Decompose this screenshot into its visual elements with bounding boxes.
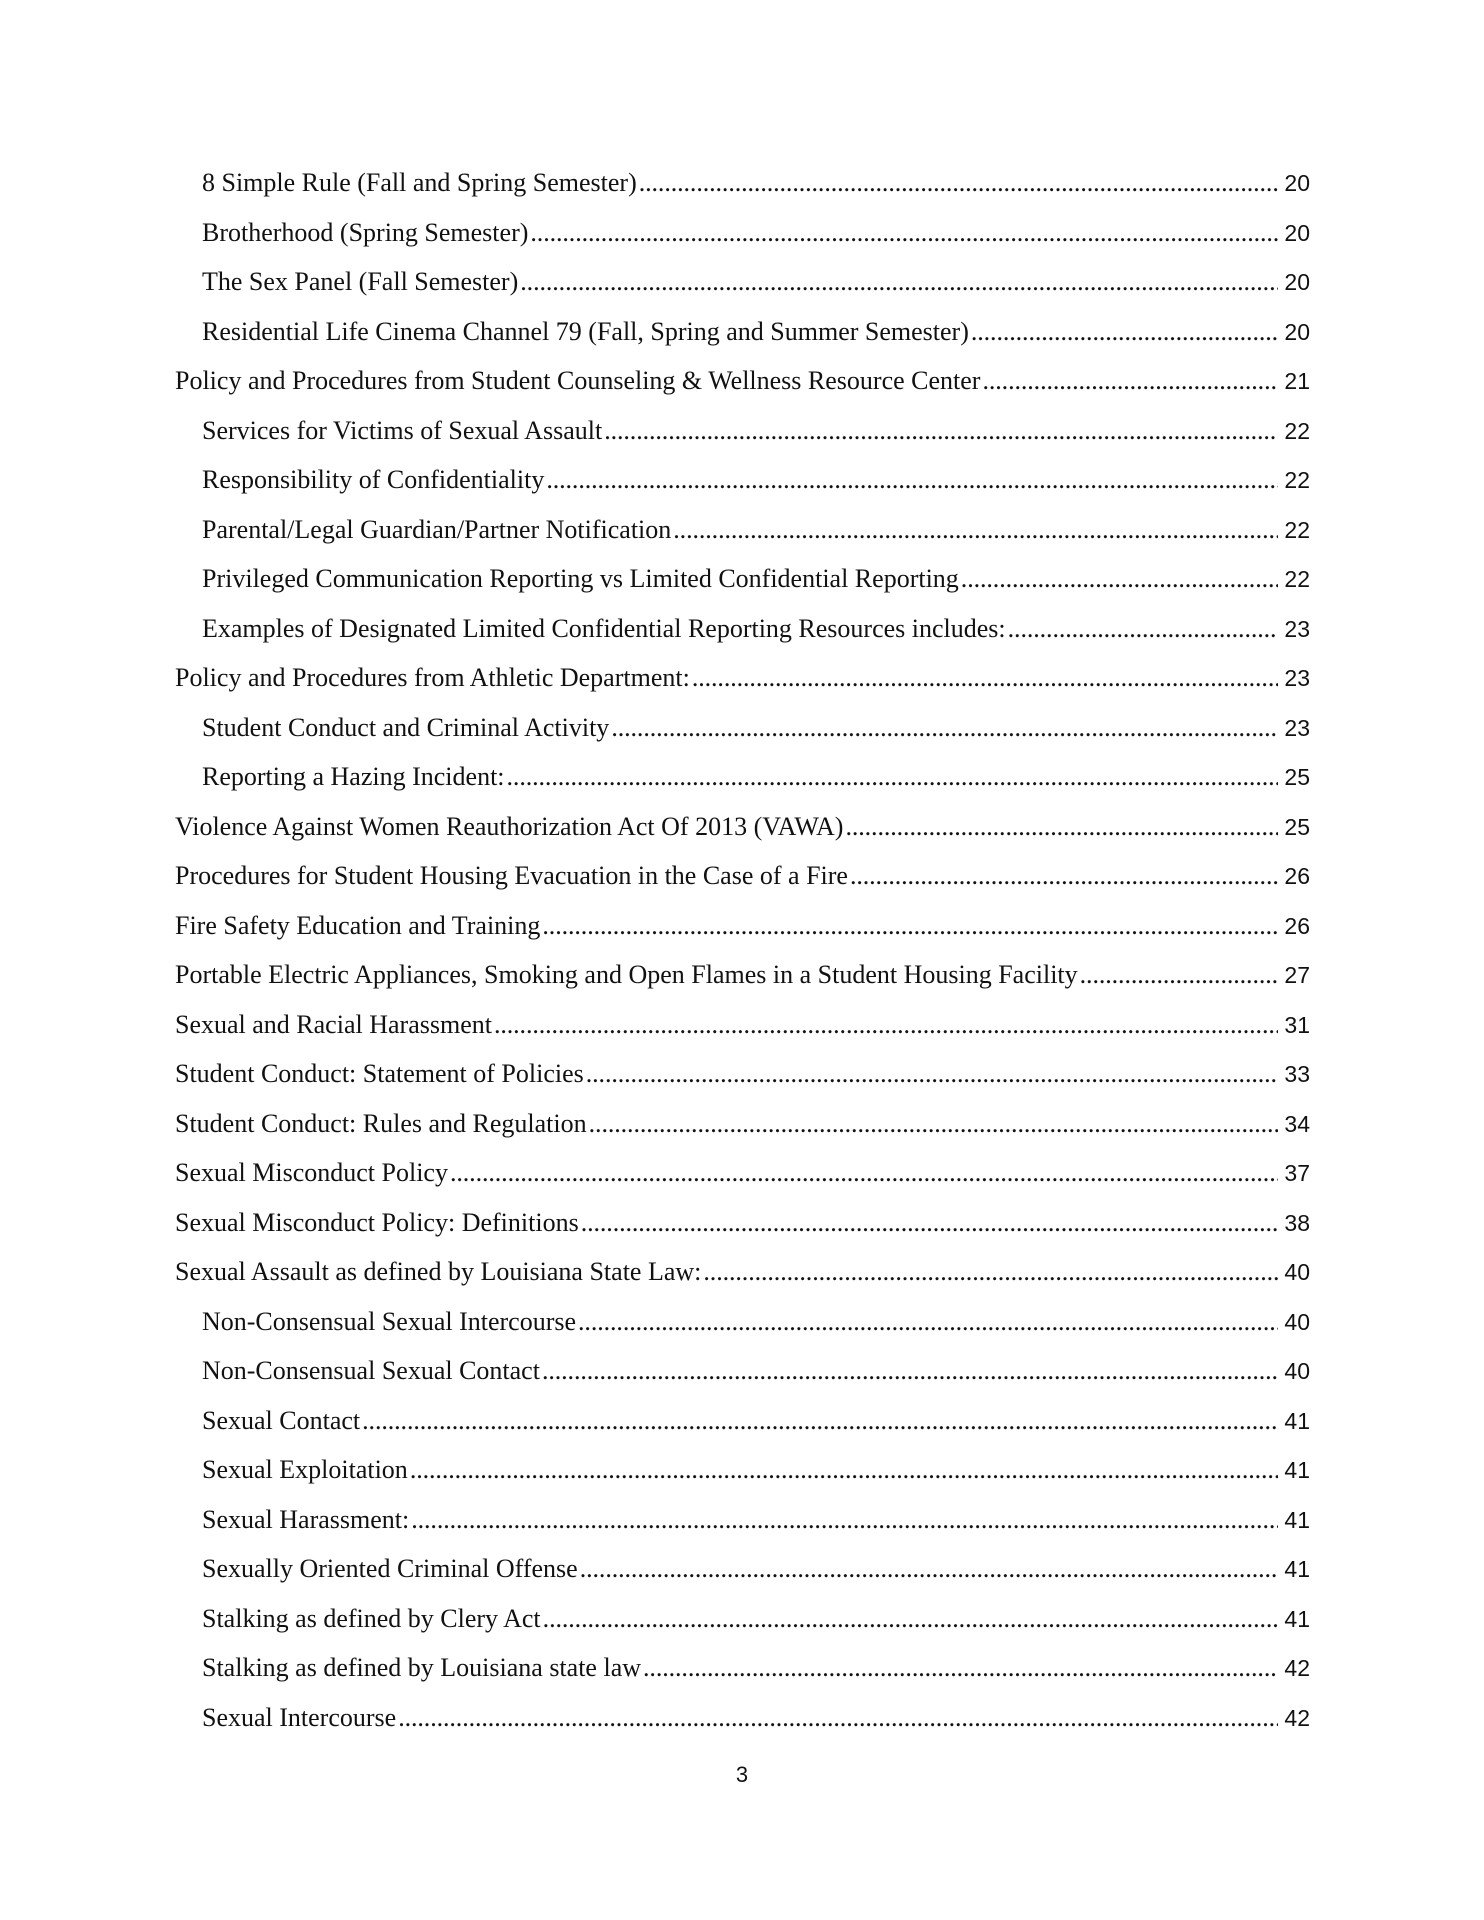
dot-leader	[450, 1158, 1278, 1188]
dot-leader	[362, 1406, 1278, 1436]
toc-entry[interactable]	[175, 1505, 1310, 1555]
toc-entry[interactable]	[175, 1059, 1310, 1109]
toc-entry-title: Student Conduct: Rules and Regulation	[175, 1108, 587, 1138]
toc-entry[interactable]	[175, 1208, 1310, 1258]
toc-entry[interactable]	[175, 1109, 1310, 1159]
dot-leader	[410, 1455, 1278, 1485]
toc-entry-page: 38	[1284, 1209, 1310, 1236]
toc-entry-page: 26	[1284, 863, 1310, 889]
toc-entry-title: Non-Consensual Sexual Contact	[202, 1356, 540, 1385]
toc-entry-title: Sexual Exploitation	[202, 1455, 408, 1484]
toc-entry-page: 22	[1284, 467, 1310, 493]
toc-entry-page: 33	[1284, 1061, 1310, 1087]
toc-entry[interactable]	[175, 1257, 1310, 1307]
toc-entry[interactable]	[175, 1406, 1310, 1456]
dot-leader	[850, 861, 1278, 891]
dot-leader	[982, 366, 1278, 396]
dot-leader	[643, 1653, 1278, 1683]
toc-entry-title: Sexual Misconduct Policy	[175, 1158, 448, 1187]
toc-entry[interactable]	[175, 1158, 1310, 1208]
toc-entry-page: 25	[1284, 813, 1310, 840]
toc-entry-page: 42	[1284, 1655, 1310, 1681]
dot-leader	[692, 663, 1278, 693]
dot-leader	[542, 911, 1278, 941]
toc-entry[interactable]	[175, 1010, 1310, 1060]
toc-entry-title: Student Conduct: Statement of Policies	[175, 1059, 584, 1088]
toc-entry-page: 22	[1284, 417, 1310, 444]
toc-entry-title: Sexual Contact	[202, 1405, 361, 1435]
toc-entry[interactable]	[175, 515, 1310, 565]
toc-entry[interactable]	[175, 960, 1310, 1010]
toc-entry[interactable]	[175, 564, 1310, 614]
page-number: 3	[735, 1762, 749, 1787]
toc-entry-title: Student Conduct and Criminal Activity	[202, 712, 610, 742]
toc-entry-title: Privileged Communication Reporting vs Limited Confidential Reporting	[202, 564, 959, 593]
dot-leader	[961, 564, 1278, 594]
dot-leader	[398, 1703, 1278, 1733]
toc-entry[interactable]	[175, 812, 1310, 862]
dot-leader	[845, 812, 1278, 842]
toc-entry[interactable]	[175, 614, 1310, 664]
dot-leader	[542, 1356, 1278, 1386]
dot-leader	[530, 218, 1278, 248]
toc-entry[interactable]	[175, 1356, 1310, 1406]
dot-leader	[578, 1307, 1278, 1337]
toc-entry-page: 41	[1284, 1407, 1310, 1434]
toc-entry[interactable]	[175, 416, 1310, 466]
toc-entry-page: 25	[1284, 764, 1310, 790]
toc-entry-title: Residential Life Cinema Channel 79 (Fall, Spring and Summer Semester)	[202, 316, 969, 346]
toc-entry[interactable]	[175, 861, 1310, 911]
toc-entry[interactable]	[175, 663, 1310, 713]
toc-entry-page: 31	[1284, 1011, 1310, 1038]
toc-entry-title: 8 Simple Rule (Fall and Spring Semester)	[202, 168, 637, 197]
toc-entry-title: Sexual Intercourse	[202, 1702, 397, 1732]
dot-leader	[673, 515, 1278, 545]
toc-entry[interactable]	[175, 762, 1310, 812]
toc-entry-title: Sexually Oriented Criminal Offense	[202, 1554, 578, 1583]
toc-entry-page: 37	[1284, 1160, 1310, 1186]
toc-entry-page: 42	[1284, 1704, 1310, 1731]
dot-leader	[494, 1010, 1278, 1040]
toc-entry-title: The Sex Panel (Fall Semester)	[202, 267, 519, 296]
toc-entry-title: Policy and Procedures from Athletic Department:	[175, 663, 690, 692]
toc-entry-title: Reporting a Hazing Incident:	[202, 762, 505, 791]
dot-leader	[971, 317, 1278, 347]
dot-leader	[611, 713, 1278, 743]
toc-entry[interactable]	[175, 713, 1310, 763]
toc-entry-page: 26	[1284, 912, 1310, 939]
toc-entry[interactable]	[175, 218, 1310, 268]
toc-entry-title: Procedures for Student Housing Evacuation in the Case of a Fire	[175, 861, 848, 890]
toc-entry-page: 27	[1284, 962, 1310, 988]
toc-entry-title: Examples of Designated Limited Confidential Reporting Resources includes:	[202, 613, 1006, 643]
toc-entry-page: 41	[1284, 1457, 1310, 1483]
toc-entry-title: Services for Victims of Sexual Assault	[202, 415, 603, 445]
dot-leader	[639, 168, 1278, 198]
toc-entry-page: 22	[1284, 516, 1310, 543]
dot-leader	[1080, 960, 1278, 990]
dot-leader	[589, 1109, 1278, 1139]
toc-entry[interactable]	[175, 1703, 1310, 1753]
dot-leader	[703, 1257, 1278, 1287]
toc-entry[interactable]	[175, 168, 1310, 218]
toc-entry-page: 22	[1284, 566, 1310, 592]
toc-entry-page: 21	[1284, 368, 1310, 394]
dot-leader	[586, 1059, 1278, 1089]
dot-leader	[507, 762, 1278, 792]
toc-entry[interactable]	[175, 1604, 1310, 1654]
dot-leader	[1008, 614, 1278, 644]
toc-entry-title: Fire Safety Education and Training	[175, 910, 541, 940]
toc-entry[interactable]	[175, 465, 1310, 515]
dot-leader	[581, 1208, 1278, 1238]
toc-entry-title: Parental/Legal Guardian/Partner Notification	[202, 514, 672, 544]
toc-entry-title: Stalking as defined by Clery Act	[202, 1603, 541, 1633]
dot-leader	[520, 267, 1278, 297]
toc-entry[interactable]	[175, 1455, 1310, 1505]
toc-entry-title: Sexual Harassment:	[202, 1504, 410, 1534]
toc-entry-page: 20	[1284, 170, 1310, 196]
toc-entry-title: Non-Consensual Sexual Intercourse	[202, 1306, 577, 1336]
toc-entry[interactable]	[175, 1554, 1310, 1604]
toc-entry-title: Stalking as defined by Louisiana state law	[202, 1653, 642, 1682]
toc-entry-page: 34	[1284, 1110, 1310, 1137]
toc-entry[interactable]	[175, 1307, 1310, 1357]
toc-entry-title: Portable Electric Appliances, Smoking and Open Flames in a Student Housing Facility	[175, 960, 1078, 989]
toc-entry[interactable]	[175, 1653, 1310, 1703]
toc-entry-page: 23	[1284, 665, 1310, 691]
toc-entry-page: 20	[1284, 318, 1310, 345]
dot-leader	[604, 416, 1278, 446]
toc-entry-title: Violence Against Women Reauthorization Act Of 2013 (VAWA)	[175, 811, 844, 841]
toc-entry-title: Sexual and Racial Harassment	[175, 1009, 492, 1039]
toc-entry-title: Brotherhood (Spring Semester)	[202, 217, 529, 247]
toc-entry-page: 40	[1284, 1259, 1310, 1285]
toc-entry-title: Sexual Misconduct Policy: Definitions	[175, 1207, 579, 1237]
dot-leader	[580, 1554, 1278, 1584]
dot-leader	[411, 1505, 1278, 1535]
table-of-contents	[175, 168, 1310, 1752]
toc-entry[interactable]	[175, 911, 1310, 961]
dot-leader	[546, 465, 1278, 495]
toc-entry-page: 23	[1284, 615, 1310, 642]
dot-leader	[543, 1604, 1278, 1634]
toc-entry-title: Sexual Assault as defined by Louisiana State Law:	[175, 1257, 702, 1286]
toc-entry-page: 20	[1284, 219, 1310, 246]
toc-entry[interactable]	[175, 317, 1310, 367]
toc-entry-title: Responsibility of Confidentiality	[202, 465, 545, 494]
toc-entry-page: 40	[1284, 1308, 1310, 1335]
toc-entry-page: 41	[1284, 1605, 1310, 1632]
toc-entry-page: 40	[1284, 1358, 1310, 1384]
toc-entry-page: 41	[1284, 1556, 1310, 1582]
toc-entry[interactable]	[175, 366, 1310, 416]
toc-entry-page: 41	[1284, 1506, 1310, 1533]
toc-entry-title: Policy and Procedures from Student Counseling & Wellness Resource Center	[175, 366, 981, 395]
toc-entry-page: 20	[1284, 269, 1310, 295]
toc-entry-page: 23	[1284, 714, 1310, 741]
toc-entry[interactable]	[175, 267, 1310, 317]
